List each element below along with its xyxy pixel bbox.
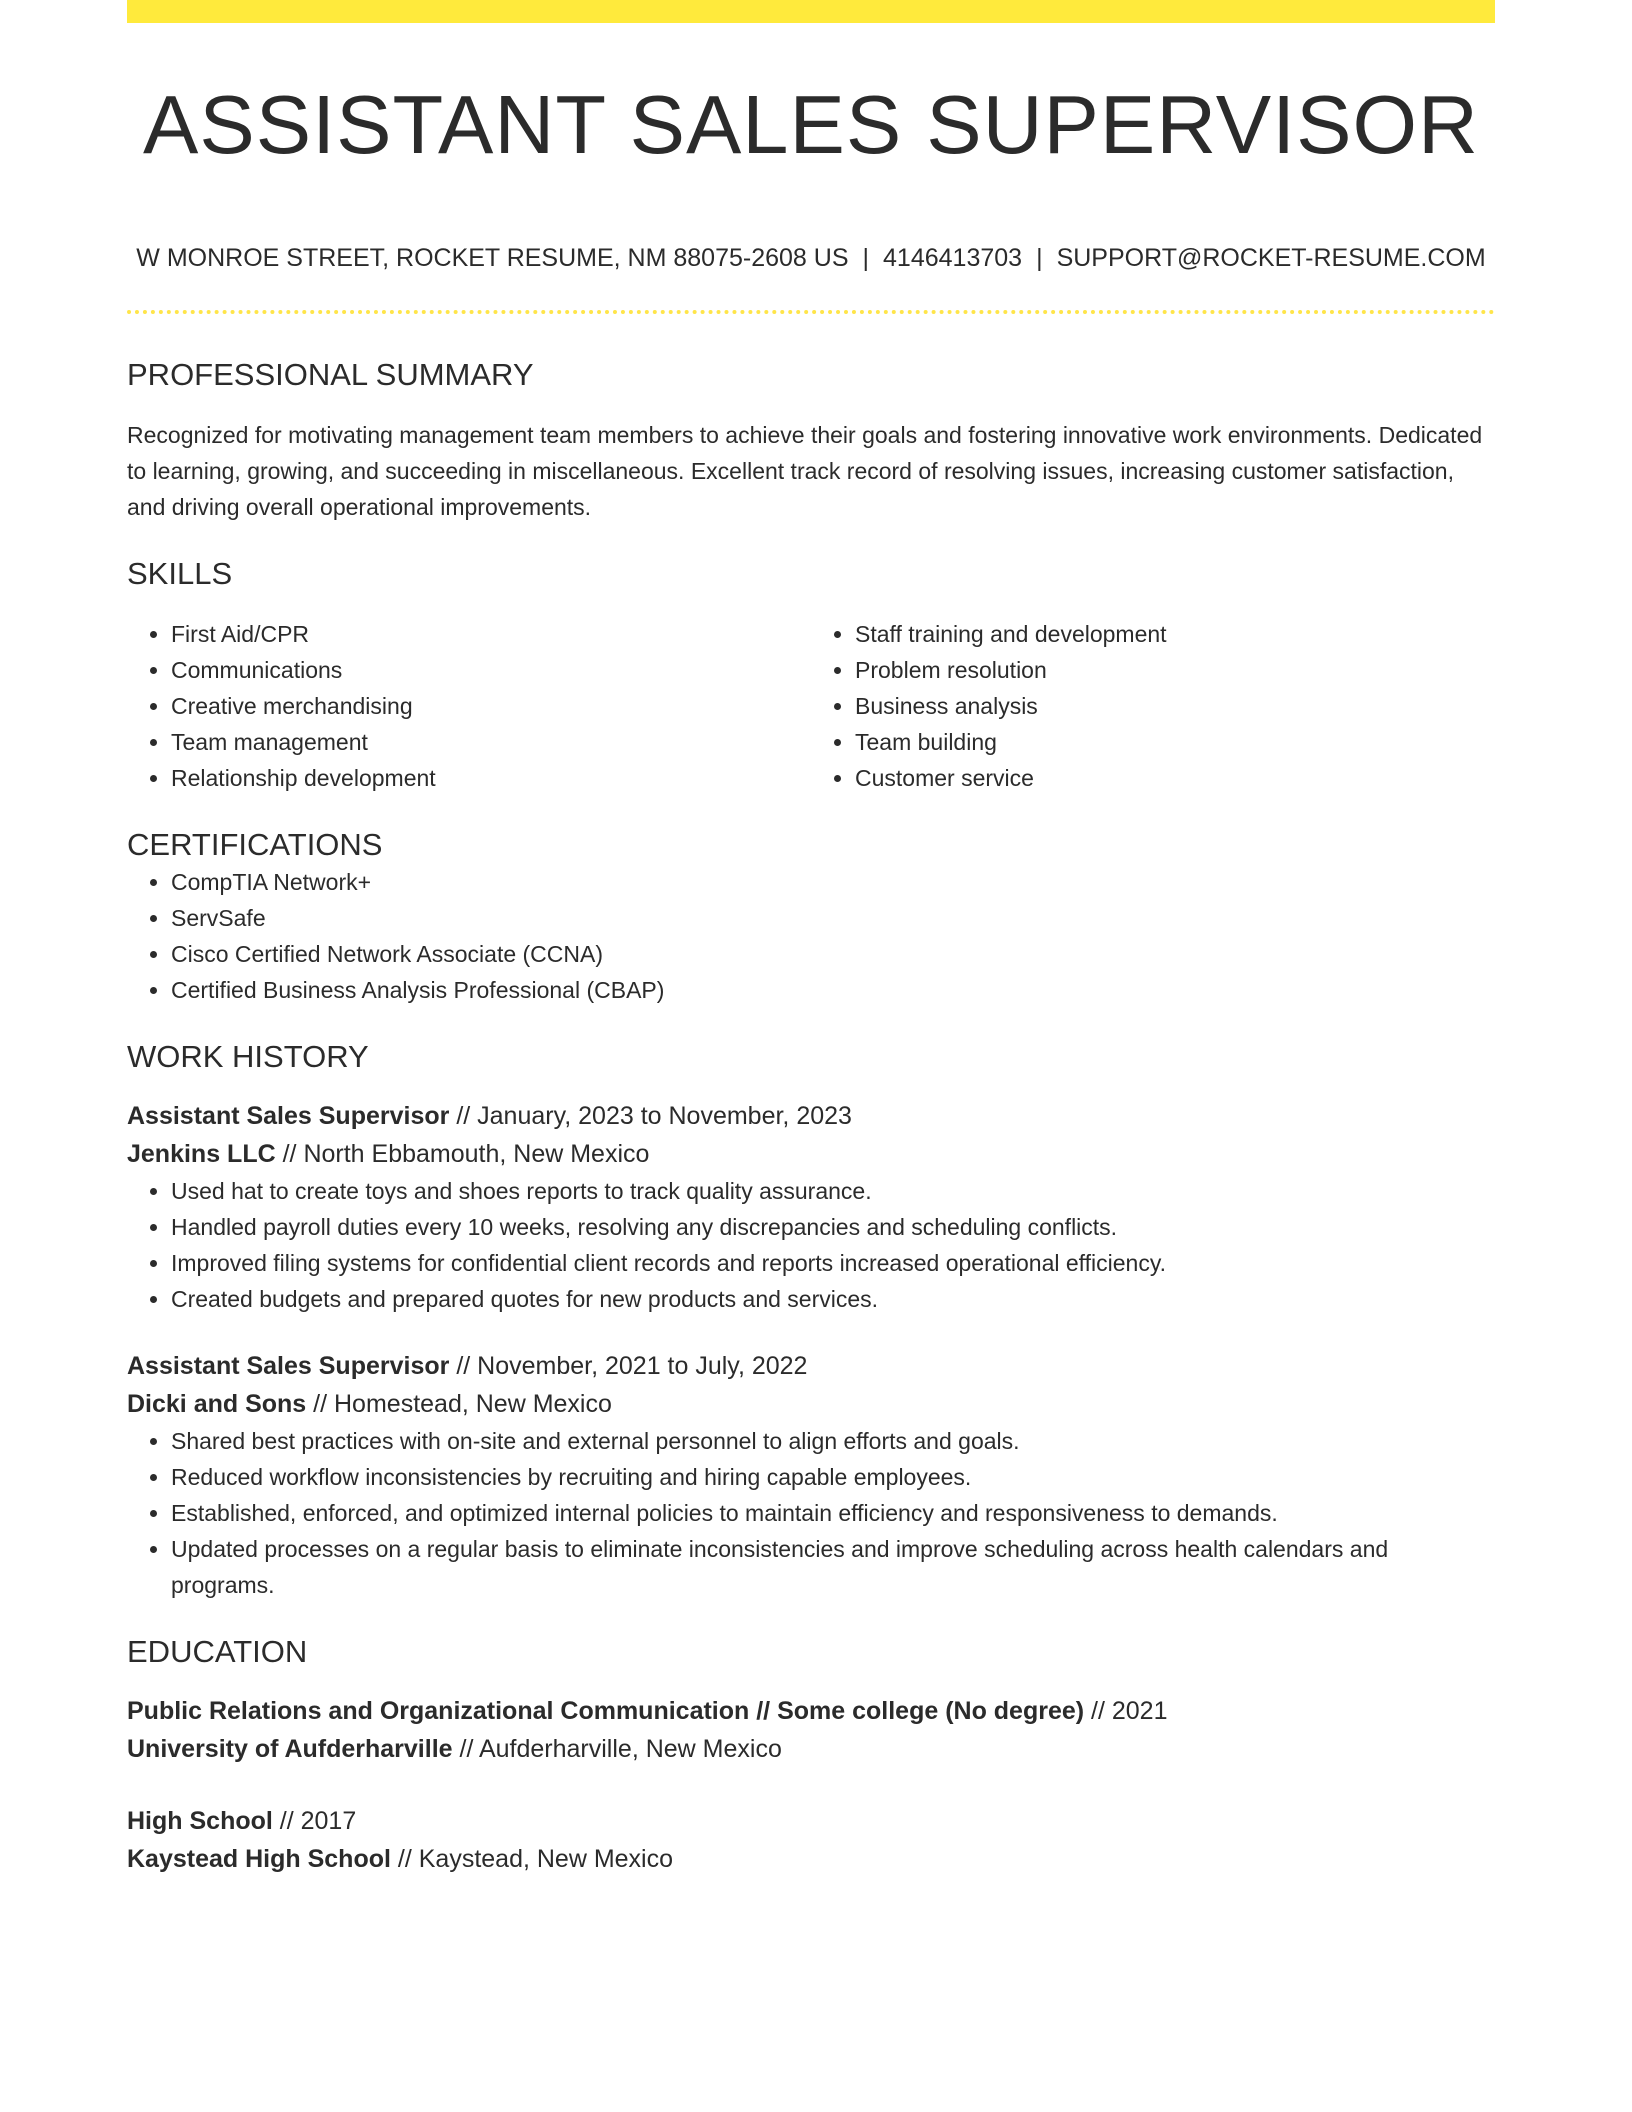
job-company-line <box>127 1135 1495 1173</box>
education-school: University of Aufderharville <box>127 1734 453 1763</box>
dotted-divider <box>127 310 1495 314</box>
education-entry <box>127 1802 1495 1878</box>
certification-item: • Certified Business Analysis Professional (CBAP) <box>171 972 1495 1008</box>
job-dates: // January, 2023 to November, 2023 <box>449 1101 852 1130</box>
certification-item: • Cisco Certified Network Associate (CCNA) <box>171 936 1495 972</box>
education-year: // 2021 <box>1084 1696 1168 1725</box>
skill-item: • First Aid/CPR <box>171 616 811 652</box>
skills-list-right <box>811 616 1495 796</box>
education-entry <box>127 1692 1495 1768</box>
education-degree-line <box>127 1802 1495 1840</box>
job-duties-list <box>127 1173 1495 1317</box>
job-role-line <box>127 1347 1495 1385</box>
job-duty: • Reduced workflow inconsistencies by recruiting and hiring capable employees. <box>171 1459 1495 1495</box>
certification-item: • ServSafe <box>171 900 1495 936</box>
summary-heading: PROFESSIONAL SUMMARY <box>127 357 534 392</box>
job-company: Dicki and Sons <box>127 1389 307 1418</box>
skill-item: • Business analysis <box>855 688 1495 724</box>
job-location: // Homestead, New Mexico <box>306 1389 612 1418</box>
education-school-line <box>127 1730 1495 1768</box>
job-duty: • Created budgets and prepared quotes for new products and services. <box>171 1281 1495 1317</box>
job-entry <box>127 1097 1495 1317</box>
summary-text: Recognized for motivating management team members to achieve their goals and fostering innovative work environments. Dedicated to learning, growing, and succeeding in miscellaneous. Excellent track record of resolving issues, increasing customer satisfaction, and driving overall operational improvements. <box>127 422 1483 521</box>
resume-page <box>127 0 1495 1878</box>
education-degree: High School <box>127 1806 273 1835</box>
job-duty: • Handled payroll duties every 10 weeks, resolving any discrepancies and scheduling conflicts. <box>171 1209 1495 1245</box>
skills-list-left <box>127 616 811 796</box>
certifications-heading: CERTIFICATIONS <box>127 827 383 863</box>
job-location: // North Ebbamouth, New Mexico <box>275 1139 650 1168</box>
job-duty: • Updated processes on a regular basis to eliminate inconsistencies and improve scheduling across health calendars and programs. <box>171 1531 1495 1603</box>
skill-item: • Customer service <box>855 760 1495 796</box>
resume-title: ASSISTANT SALES SUPERVISOR <box>142 78 1479 171</box>
skill-item: • Problem resolution <box>855 652 1495 688</box>
education-school: Kaystead High School <box>127 1844 391 1873</box>
certification-item: • CompTIA Network+ <box>171 864 1495 900</box>
contact-address: W MONROE STREET, ROCKET RESUME, NM 88075-2608 US <box>136 244 849 272</box>
job-company-line <box>127 1385 1495 1423</box>
education-heading: EDUCATION <box>127 1633 308 1669</box>
skill-item: • Team management <box>171 724 811 760</box>
contact-email: SUPPORT@ROCKET-RESUME.COM <box>1056 244 1486 272</box>
contact-separator: | <box>1036 244 1043 272</box>
job-dates: // November, 2021 to July, 2022 <box>449 1351 808 1380</box>
accent-bar <box>127 0 1495 23</box>
work-history-heading: WORK HISTORY <box>127 1038 369 1074</box>
contact-line <box>127 244 1495 273</box>
skills-columns <box>127 616 1495 796</box>
job-role-line <box>127 1097 1495 1135</box>
job-duty: • Established, enforced, and optimized internal policies to maintain efficiency and responsiveness to demands. <box>171 1495 1495 1531</box>
contact-separator: | <box>862 244 870 272</box>
job-duty: • Shared best practices with on-site and external personnel to align efforts and goals. <box>171 1423 1495 1459</box>
certifications-list <box>127 864 1495 1008</box>
education-location: // Aufderharville, New Mexico <box>452 1734 782 1763</box>
job-entry <box>127 1347 1495 1603</box>
skill-item: • Communications <box>171 652 811 688</box>
skill-item: • Relationship development <box>171 760 811 796</box>
skill-item: • Staff training and development <box>855 616 1495 652</box>
education-degree: Public Relations and Organizational Communication // Some college (No degree) <box>127 1696 1085 1725</box>
skill-item: • Team building <box>855 724 1495 760</box>
job-duty: • Used hat to create toys and shoes reports to track quality assurance. <box>171 1173 1495 1209</box>
job-role: Assistant Sales Supervisor <box>127 1101 450 1130</box>
skill-item: • Creative merchandising <box>171 688 811 724</box>
job-role: Assistant Sales Supervisor <box>127 1351 450 1380</box>
education-year: // 2017 <box>272 1806 357 1835</box>
job-duty: • Improved filing systems for confidential client records and reports increased operational efficiency. <box>171 1245 1495 1281</box>
education-degree-line <box>127 1692 1495 1730</box>
job-duties-list <box>127 1423 1495 1603</box>
job-company: Jenkins LLC <box>127 1139 276 1168</box>
education-school-line <box>127 1840 1495 1878</box>
skills-heading: SKILLS <box>127 556 233 592</box>
education-location: // Kaystead, New Mexico <box>390 1844 674 1873</box>
contact-phone: 4146413703 <box>883 244 1023 272</box>
